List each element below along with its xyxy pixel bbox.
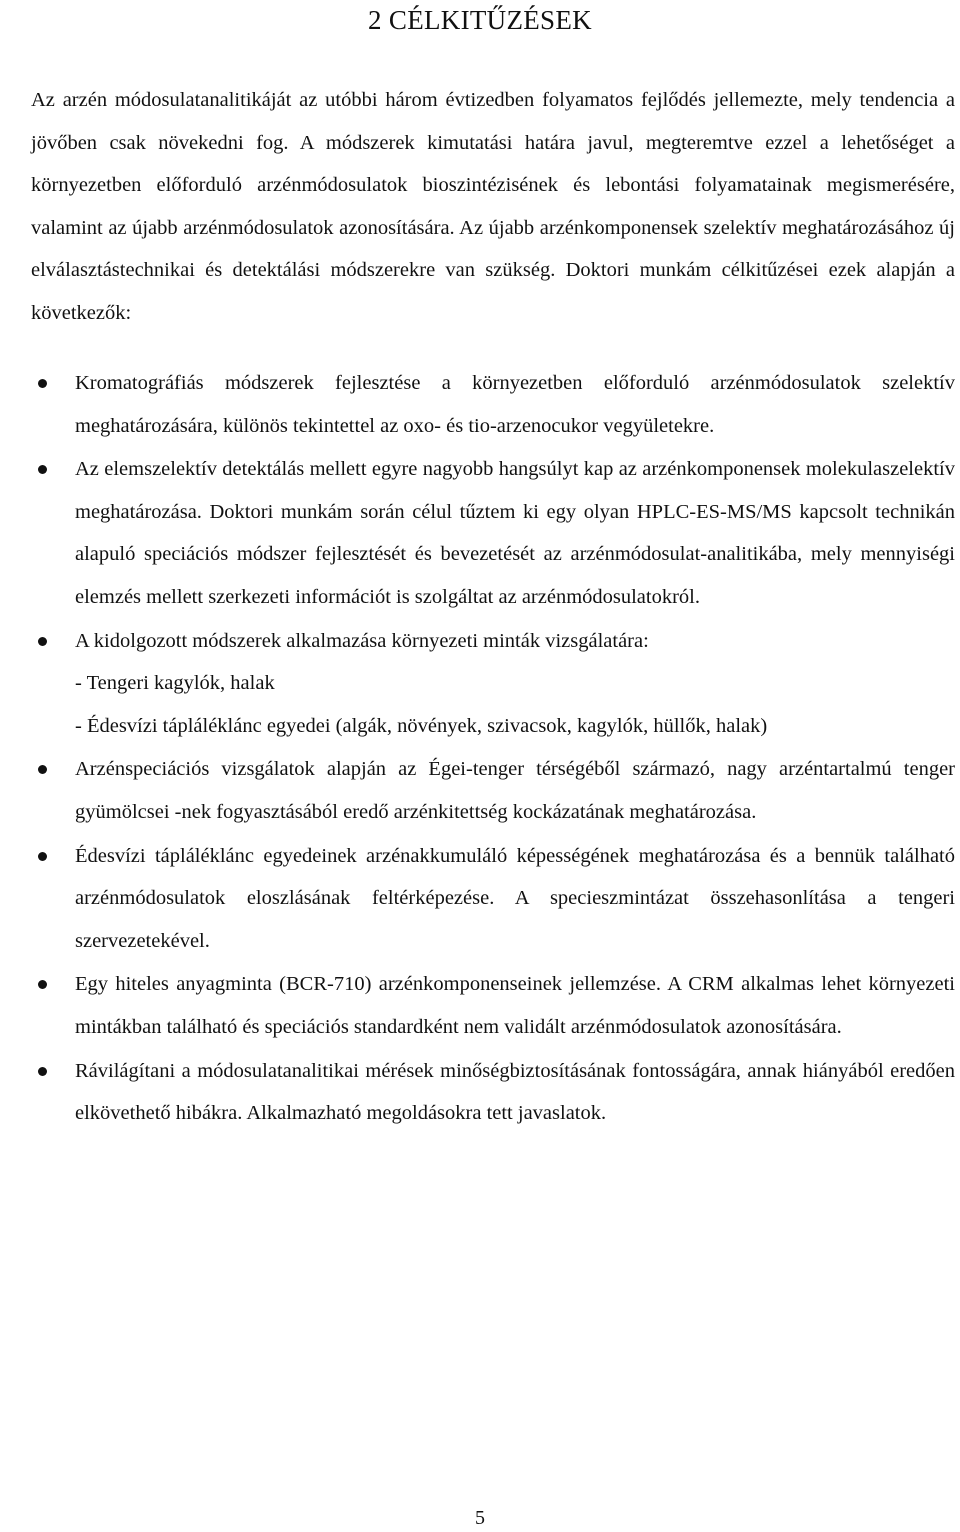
goal-item [0, 835, 955, 963]
goal-text: Arzénspeciációs vizsgálatok alapján az Égei-tenger térségéből származó, nagy arzéntartalmú tenger gyümölcsei -nek fogyasztásából eredő arzénkitettség kockázatának meghatározása. [75, 758, 955, 823]
page-number: 5 [475, 1507, 485, 1529]
goal-item [0, 963, 955, 1048]
goal-text: Az elemszelektív detektálás mellett egyre nagyobb hangsúlyt kap az arzénkomponensek molekulaszelektív meghatározása. Doktori munkám során célul tűztem ki egy olyan HPLC-ES-MS/MS kapcsolt technikán alapuló speciációs módszer fejlesztését és bevezetését az arzénmódosulat-analitikába, mely mennyiségi elemzés mellett szerkezeti információt is szolgáltat az arzénmódosulatokról. [75, 458, 955, 608]
chapter-heading: 2 CÉLKITŰZÉSEK [368, 5, 592, 35]
goal-text: Kromatográfiás módszerek fejlesztése a környezetben előforduló arzénmódosulatok szelektív meghatározására, különös tekintettel az oxo- és tio-arzenocukor vegyületekre. [75, 372, 955, 437]
goal-text: Édesvízi tápláléklánc egyedeinek arzénakkumuláló képességének meghatározása és a bennük található arzénmódosulatok eloszlásának feltérképezése. A specieszmintázat összehasonlítása a tengeri szervezetekével. [75, 844, 955, 952]
bullet-icon [38, 980, 47, 989]
goal-subline: - Tengeri kagylók, halak [75, 672, 275, 695]
bullet-icon [38, 1067, 47, 1076]
goal-item [0, 1050, 955, 1135]
goal-text: A kidolgozott módszerek alkalmazása környezeti minták vizsgálatára: [75, 629, 649, 652]
goal-item [0, 620, 955, 748]
bullet-icon [38, 465, 47, 474]
bullet-icon [38, 852, 47, 861]
goal-item [0, 362, 955, 447]
intro-paragraph: Az arzén módosulatanalitikáját az utóbbi három évtizedben folyamatos fejlődés jellemezte, mely tendencia a jövőben csak növekedni fog. A módszerek kimutatási határa javul, megteremtve ezzel a lehetőséget a környezetben előforduló arzénmódosulatok bioszintézisének és lebontási folyamatainak megismerésére, valamint az újabb arzénmódosulatok azonosítására. Az újabb arzénkomponensek szelektív meghatározásához új elválasztástechnikai és detektálási módszerekre van szükség. Doktori munkám célkitűzései ezek alapján a következők: [31, 89, 955, 324]
bullet-icon [38, 637, 47, 646]
goal-item [0, 748, 955, 833]
goal-item [0, 448, 955, 618]
goal-subline: - Édesvízi tápláléklánc egyedei (algák, növények, szivacsok, kagylók, hüllők, halak) [75, 714, 768, 737]
bullet-icon [38, 765, 47, 774]
bullet-icon [38, 379, 47, 388]
goal-text: Egy hiteles anyagminta (BCR-710) arzénkomponenseinek jellemzése. A CRM alkalmas lehet környezeti mintákban található és speciációs standardként nem validált arzénmódosulatok azonosítására. [75, 973, 955, 1038]
goal-text: Rávilágítani a módosulatanalitikai mérések minőségbiztosításának fontosságára, annak hiányából eredően elkövethető hibákra. Alkalmazható megoldásokra tett javaslatok. [75, 1059, 955, 1125]
goals-list [0, 362, 960, 1135]
